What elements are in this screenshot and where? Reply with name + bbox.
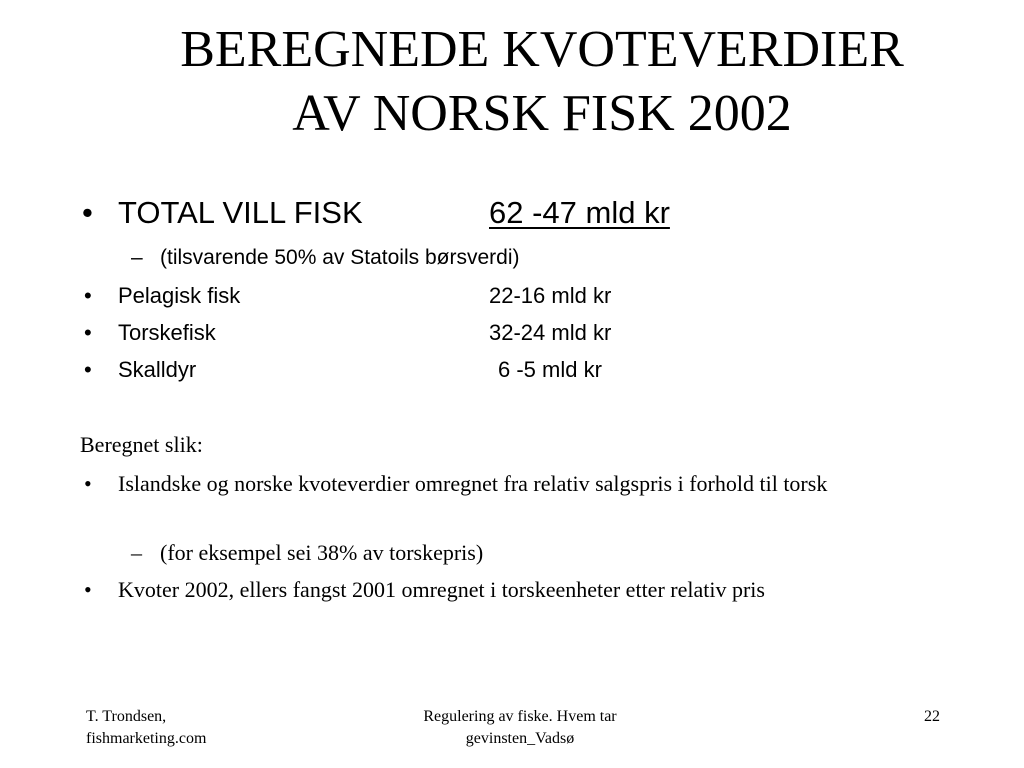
bullet-icon: • (84, 357, 92, 382)
bullet-label: Pelagisk fisk (118, 283, 241, 308)
slide-title-line-2: AV NORSK FISK 2002 (292, 85, 792, 142)
footer-author (86, 706, 286, 750)
method-item-text: (for eksempel sei 38% av torskepris) (160, 540, 484, 565)
slide-title-line-1: BEREGNEDE KVOTEVERDIER (180, 21, 904, 78)
bullet-icon: • (84, 471, 92, 496)
bullet-label: Skalldyr (118, 357, 197, 382)
bullet-icon: • (84, 577, 92, 602)
slide-title (60, 18, 1024, 146)
method-item-text: Kvoter 2002, ellers fangst 2001 omregnet i torskeenheter etter relativ pris (118, 577, 765, 602)
footer-title-line-2: gevinsten_Vadsø (465, 730, 575, 747)
bullet-value: 6 -5 mld kr (498, 357, 602, 382)
footer-presentation-title (380, 706, 660, 750)
bullet-value: 62 -47 mld kr (489, 195, 670, 230)
footer-author-site: fishmarketing.com (86, 730, 207, 747)
bullet-value: 32-24 mld kr (489, 320, 612, 345)
page-number: 22 (924, 708, 940, 725)
bullet-icon: • (84, 283, 92, 308)
sub-bullet-label: (tilsvarende 50% av Statoils børsverdi) (160, 246, 520, 269)
bullet-label: Torskefisk (118, 320, 216, 345)
bullet-label: TOTAL VILL FISK (118, 195, 363, 230)
method-item-text: Islandske og norske kvoteverdier omregnet fra relativ salgspris i forhold til torsk (118, 471, 828, 496)
dash-icon: – (131, 540, 142, 565)
bullet-value: 22-16 mld kr (489, 283, 612, 308)
footer-title-line-1: Regulering av fiske. Hvem tar (423, 708, 617, 725)
bullet-icon: • (82, 195, 93, 230)
footer-author-name: T. Trondsen, (86, 708, 167, 725)
method-heading: Beregnet slik: (80, 432, 203, 457)
bullet-icon: • (84, 320, 92, 345)
dash-icon: – (131, 246, 143, 269)
